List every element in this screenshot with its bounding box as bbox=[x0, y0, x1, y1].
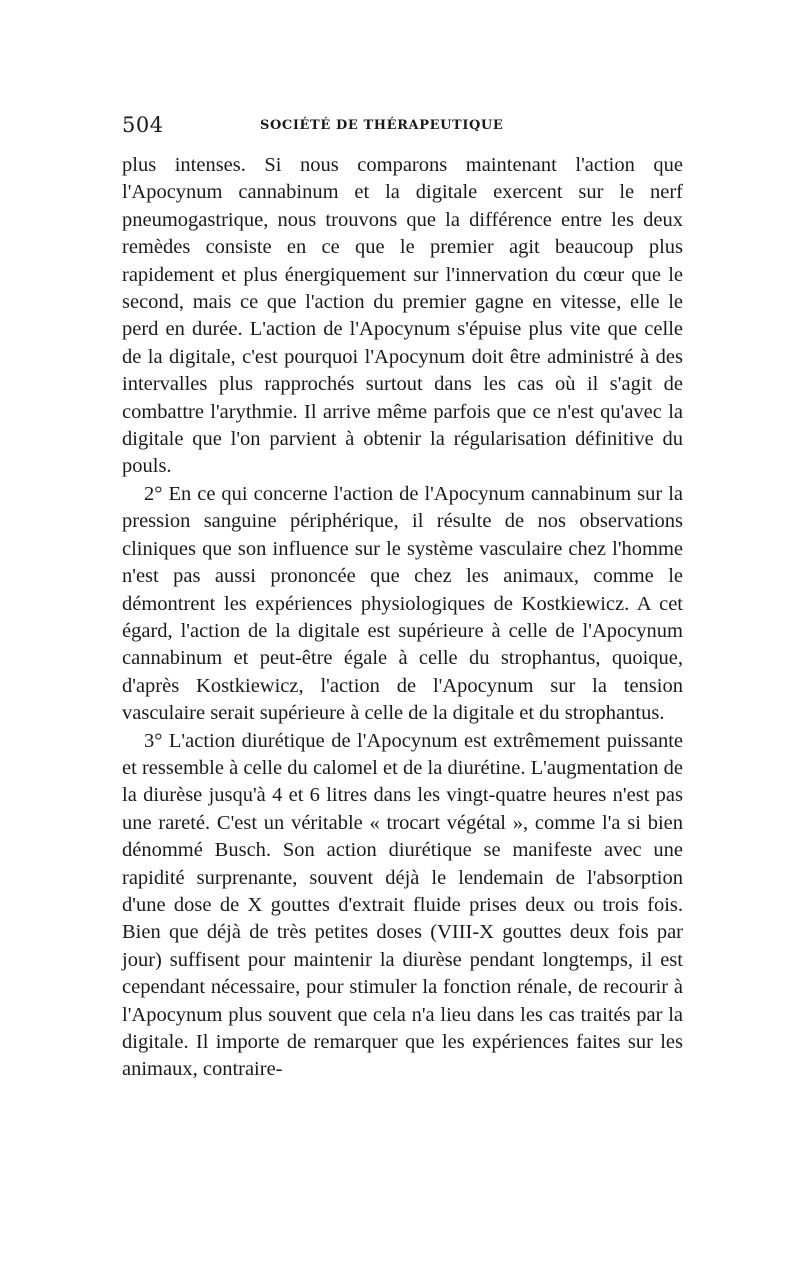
paragraph-continuation: plus intenses. Si nous comparons maintenant l'action que l'Apocynum cannabinum et la digitale exercent sur le nerf pneumogastrique, nous trouvons que la différence entre les deux remèdes consiste en ce que le premier agit beaucoup plus rapidement et plus énergiquement sur l'innervation du cœur que le second, mais ce que l'action du premier gagne en vitesse, elle le perd en durée. L'action de l'Apocynum s'épuise plus vite que celle de la digitale, c'est pourquoi l'Apocynum doit être administré à des intervalles plus rapprochés surtout dans les cas où il s'agit de combattre l'arythmie. Il arrive même parfois que ce n'est qu'avec la digitale que l'on parvient à obtenir la régularisation définitive du pouls. bbox=[122, 154, 683, 478]
body-text bbox=[122, 152, 683, 1084]
page-header bbox=[122, 112, 682, 142]
paragraph-point-2: 2° En ce qui concerne l'action de l'Apocynum cannabinum sur la pression sanguine périphérique, il résulte de nos observations cliniques que son influence sur le système vasculaire chez l'homme n'est pas aussi prononcée que chez les animaux, comme le démontrent les expériences physiologiques de Kostkiewicz. A cet égard, l'action de la digitale est supérieure à celle de l'Apocynum cannabinum et peut-être égale à celle du strophantus, quoique, d'après Kostkiewicz, l'action de l'Apocynum sur la tension vasculaire serait supérieure à celle de la digitale et du strophantus. bbox=[122, 482, 683, 725]
page-number: 504 bbox=[122, 113, 164, 137]
paragraph-point-3: 3° L'action diurétique de l'Apocynum est extrêmement puissante et ressemble à celle du calomel et de la diurétine. L'augmentation de la diurèse jusqu'à 4 et 6 litres dans les vingt-quatre heures n'est pas une rareté. C'est un véritable « trocart végétal », comme l'a si bien dénommé Busch. Son action diurétique se manifeste avec une rapidité surprenante, souvent déjà le lendemain de l'absorption d'une dose de X gouttes d'extrait fluide prises deux ou trois fois. Bien que déjà de très petites doses (VIII-X gouttes deux fois par jour) suffisent pour maintenir la diurèse pendant longtemps, il est cependant nécessaire, pour stimuler la fonction rénale, de recourir à l'Apocynum plus souvent que cela n'a lieu dans les cas traités par la digitale. Il importe de remarquer que les expériences faites sur les animaux, contraire- bbox=[122, 729, 683, 1081]
running-title: SOCIÉTÉ DE THÉRAPEUTIQUE bbox=[260, 118, 504, 133]
